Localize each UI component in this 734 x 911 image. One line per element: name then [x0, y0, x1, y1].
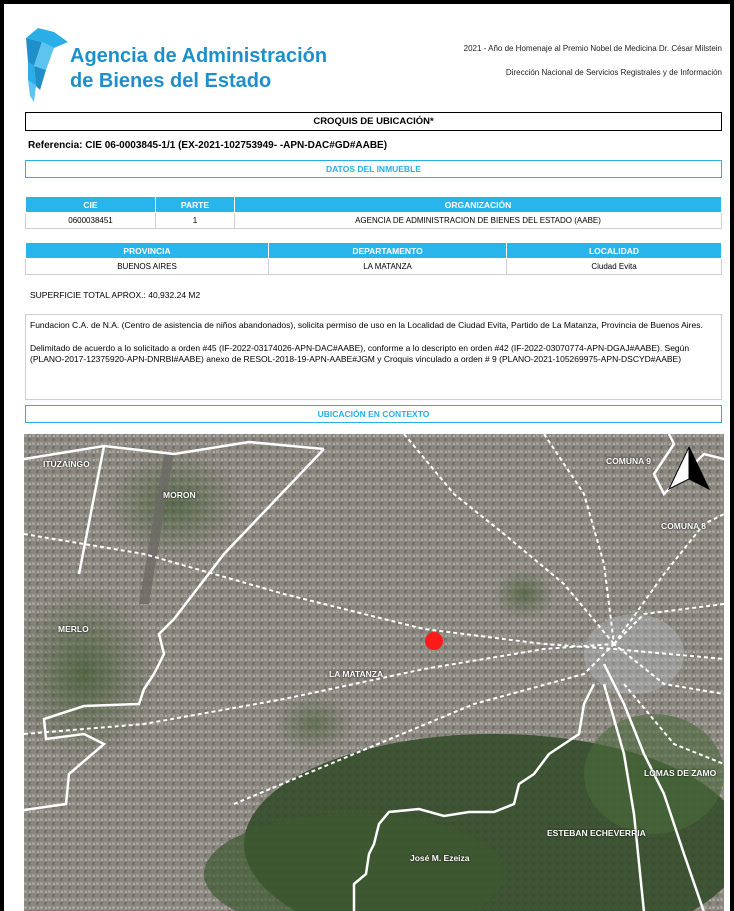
map-label-la-matanza: LA MATANZA — [329, 669, 384, 679]
table-header-row — [26, 243, 722, 259]
cell-localidad: Ciudad Evita — [507, 259, 722, 275]
property-marker[interactable] — [425, 632, 443, 650]
col-header-parte: PARTE — [156, 197, 235, 213]
map-label-lomas-de-zamora: LOMAS DE ZAMO — [644, 768, 717, 778]
map-label-comuna8: COMUNA 8 — [661, 521, 707, 531]
map-label-comuna9: COMUNA 9 — [606, 456, 652, 466]
year-note: 2021 - Año de Homenaje al Premio Nobel de Medicina Dr. César Milstein — [463, 44, 722, 53]
description-paragraph-1: Fundacion C.A. de N.A. (Centro de asistencia de niños abandonados), solicita permiso de uso en la Localidad de Ciudad Evita, Partido de La Matanza, Provincia de Buenos Aires. — [30, 320, 703, 330]
col-header-departamento: DEPARTAMENTO — [269, 243, 507, 259]
col-header-cie: CIE — [26, 197, 156, 213]
description-paragraph-2: Delimitado de acuerdo a lo solicitado a orden #45 (IF-2022-03174026-APN-DAC#AABE), conforme a lo descripto en orden #42 (IF-2022-03070774-APN-DGAJ#AABE). Según (PLANO-2017-12375920-APN-DNRBI#AABE) anexo de RESOL-2018-19-APN-AABE#JGM y Croquis vinculado a orden # 9 (PLANO-2021-105269975-APN-DSCYD#AABE) — [30, 342, 690, 364]
document-page — [4, 4, 730, 911]
description-box — [25, 314, 722, 400]
cell-parte: 1 — [156, 213, 235, 229]
organization-table — [25, 196, 722, 229]
map-label-ituzaingo: ITUZAINGO — [43, 459, 90, 469]
table-row — [26, 259, 722, 275]
agency-name-line1: Agencia de Administración — [70, 45, 328, 67]
document-title: CROQUIS DE UBICACIÓN* — [25, 112, 722, 131]
location-table — [25, 242, 722, 275]
map-label-merlo: MERLO — [58, 624, 89, 634]
table-row — [26, 213, 722, 229]
superficie-total: SUPERFICIE TOTAL APROX.: 40,932.24 M2 — [30, 290, 201, 300]
map-label-ezeiza: José M. Ezeiza — [410, 853, 470, 863]
agency-name-line2: de Bienes del Estado — [70, 70, 272, 92]
agency-logo-icon — [24, 26, 70, 104]
cell-departamento: LA MATANZA — [269, 259, 507, 275]
map-label-esteban-echeverria: ESTEBAN ECHEVERRIA — [547, 828, 646, 838]
map-label-moron: MORON — [163, 490, 196, 500]
cell-organizacion: AGENCIA DE ADMINISTRACION DE BIENES DEL ESTADO (AABE) — [235, 213, 722, 229]
direction-name: Dirección Nacional de Servicios Registrales y de Información — [505, 68, 722, 77]
col-header-organizacion: ORGANIZACIÓN — [235, 197, 722, 213]
agency-name — [70, 44, 327, 94]
cell-cie: 0600038451 — [26, 213, 156, 229]
table-header-row — [26, 197, 722, 213]
col-header-localidad: LOCALIDAD — [507, 243, 722, 259]
section-ubicacion-contexto: UBICACIÓN EN CONTEXTO — [25, 405, 722, 423]
col-header-provincia: PROVINCIA — [26, 243, 269, 259]
satellite-map[interactable] — [24, 434, 724, 911]
cell-provincia: BUENOS AIRES — [26, 259, 269, 275]
reference-line: Referencia: CIE 06-0003845-1/1 (EX-2021-102753949- -APN-DAC#GD#AABE) — [28, 140, 388, 151]
section-datos-inmueble: DATOS DEL INMUEBLE — [25, 160, 722, 178]
